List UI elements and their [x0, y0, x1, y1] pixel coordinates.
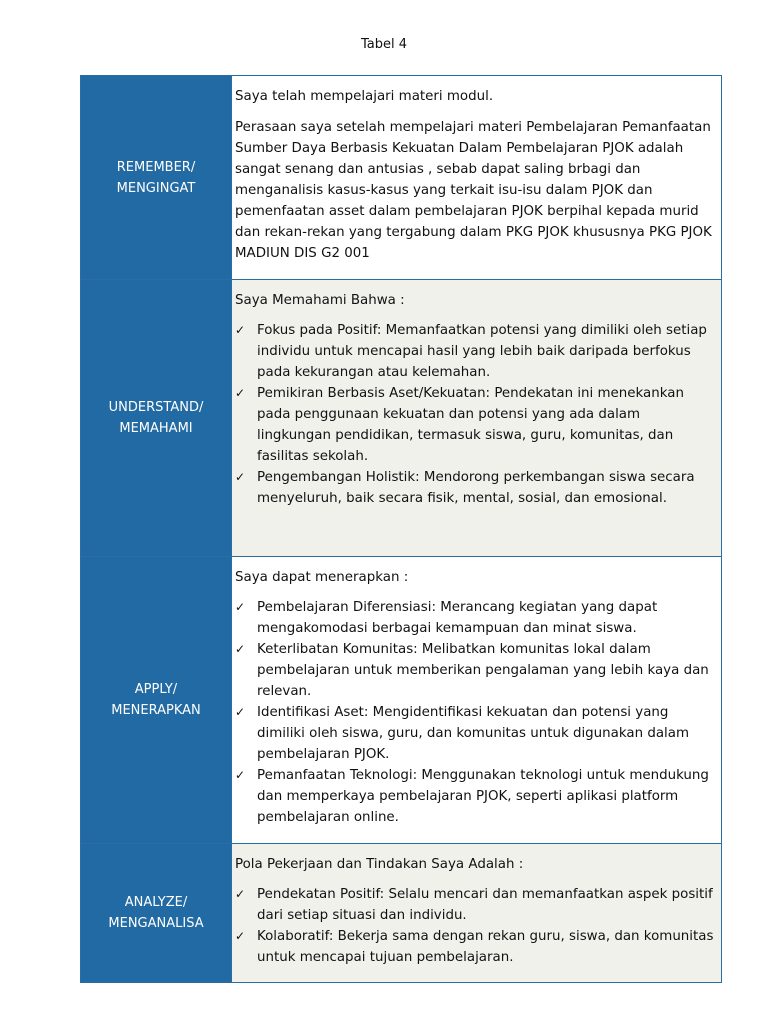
checklist — [235, 884, 715, 968]
list-item — [235, 884, 715, 926]
table-row-remember — [81, 76, 721, 279]
list-item-text: Identifikasi Aset: Mengidentifikasi kekuatan dan potensi yang dimiliki oleh siswa, guru, dan komunitas untuk digunakan dalam pembelajaran PJOK. — [257, 705, 689, 762]
intro-text: Saya dapat menerapkan : — [235, 570, 409, 585]
table-row-apply — [81, 556, 721, 843]
table-row-analyze — [81, 843, 721, 982]
row-label-text: ANALYZE/ MENGANALISA — [108, 895, 204, 931]
checkmark-icon: ✓ — [235, 642, 246, 656]
checkmark-icon: ✓ — [235, 386, 246, 400]
row-content-understand — [231, 280, 721, 556]
list-item — [235, 467, 715, 509]
list-item-text: Pemikiran Berbasis Aset/Kekuatan: Pendekatan ini menekankan pada penggunaan kekuatan dan potensi yang ada dalam lingkungan pendidikan, termasuk siswa, guru, komunitas, dan fasilitas sekolah. — [257, 386, 684, 464]
checkmark-icon: ✓ — [235, 470, 246, 484]
checklist — [235, 597, 715, 828]
list-item-text: Keterlibatan Komunitas: Melibatkan komunitas lokal dalam pembelajaran untuk memberikan pengalaman yang lebih kaya dan relevan. — [257, 642, 709, 699]
paragraph: Saya telah mempelajari materi modul. — [235, 89, 494, 104]
checkmark-icon: ✓ — [235, 887, 246, 901]
intro-text: Saya Memahami Bahwa : — [235, 293, 405, 308]
paragraph: Perasaan saya setelah mempelajari materi Pembelajaran Pemanfaatan Sumber Daya Berbasis Kekuatan Dalam Pembelajaran PJOK adalah sangat senang dan antusias , sebab dapat saling brbagi dan menganalisis kasus-kasus yang terkait isu-isu dalam PJOK dan pemenfaatan asset dalam pembelajaran PJOK berpihal kepada murid dan rekan-rekan yang tergabung dalam PKG PJOK khususnya PKG PJOK MADIUN DIS G2 001 — [235, 120, 712, 261]
list-item — [235, 597, 715, 639]
checkmark-icon: ✓ — [235, 768, 246, 782]
row-label-analyze — [81, 844, 231, 982]
row-content-analyze — [231, 844, 721, 982]
list-item — [235, 320, 715, 383]
reflection-table — [80, 75, 722, 983]
table-row-understand — [81, 279, 721, 556]
row-label-text: APPLY/ MENERAPKAN — [111, 682, 201, 718]
intro-text: Pola Pekerjaan dan Tindakan Saya Adalah : — [235, 857, 524, 872]
checkmark-icon: ✓ — [235, 323, 246, 337]
list-item — [235, 926, 715, 968]
list-item-text: Fokus pada Positif: Memanfaatkan potensi yang dimiliki oleh setiap individu untuk mencapai hasil yang lebih baik daripada berfokus pada kekurangan atau kelemahan. — [257, 323, 707, 380]
list-item — [235, 383, 715, 467]
checkmark-icon: ✓ — [235, 705, 246, 719]
row-label-remember — [81, 76, 231, 279]
list-item — [235, 639, 715, 702]
list-item-text: Kolaboratif: Bekerja sama dengan rekan guru, siswa, dan komunitas untuk mencapai tujuan pembelajaran. — [257, 929, 714, 965]
checkmark-icon: ✓ — [235, 929, 246, 943]
list-item-text: Pengembangan Holistik: Mendorong perkembangan siswa secara menyeluruh, baik secara fisik, mental, sosial, dan emosional. — [257, 470, 695, 506]
list-item-text: Pemanfaatan Teknologi: Menggunakan teknologi untuk mendukung dan memperkaya pembelajaran PJOK, seperti aplikasi platform pembelajaran online. — [257, 768, 709, 825]
row-label-text: UNDERSTAND/ MEMAHAMI — [108, 400, 204, 436]
list-item-text: Pendekatan Positif: Selalu mencari dan memanfaatkan aspek positif dari setiap situasi dan individu. — [257, 887, 713, 923]
list-item-text: Pembelajaran Diferensiasi: Merancang kegiatan yang dapat mengakomodasi berbagai kemampuan dan minat siswa. — [257, 600, 658, 636]
row-content-apply — [231, 557, 721, 843]
row-label-understand — [81, 280, 231, 556]
checklist — [235, 320, 715, 509]
checkmark-icon: ✓ — [235, 600, 246, 614]
row-content-remember — [231, 76, 721, 279]
row-label-apply — [81, 557, 231, 843]
row-label-text: REMEMBER/ MENGINGAT — [116, 159, 196, 196]
list-item — [235, 702, 715, 765]
list-item — [235, 765, 715, 828]
table-caption: Tabel 4 — [360, 37, 408, 52]
